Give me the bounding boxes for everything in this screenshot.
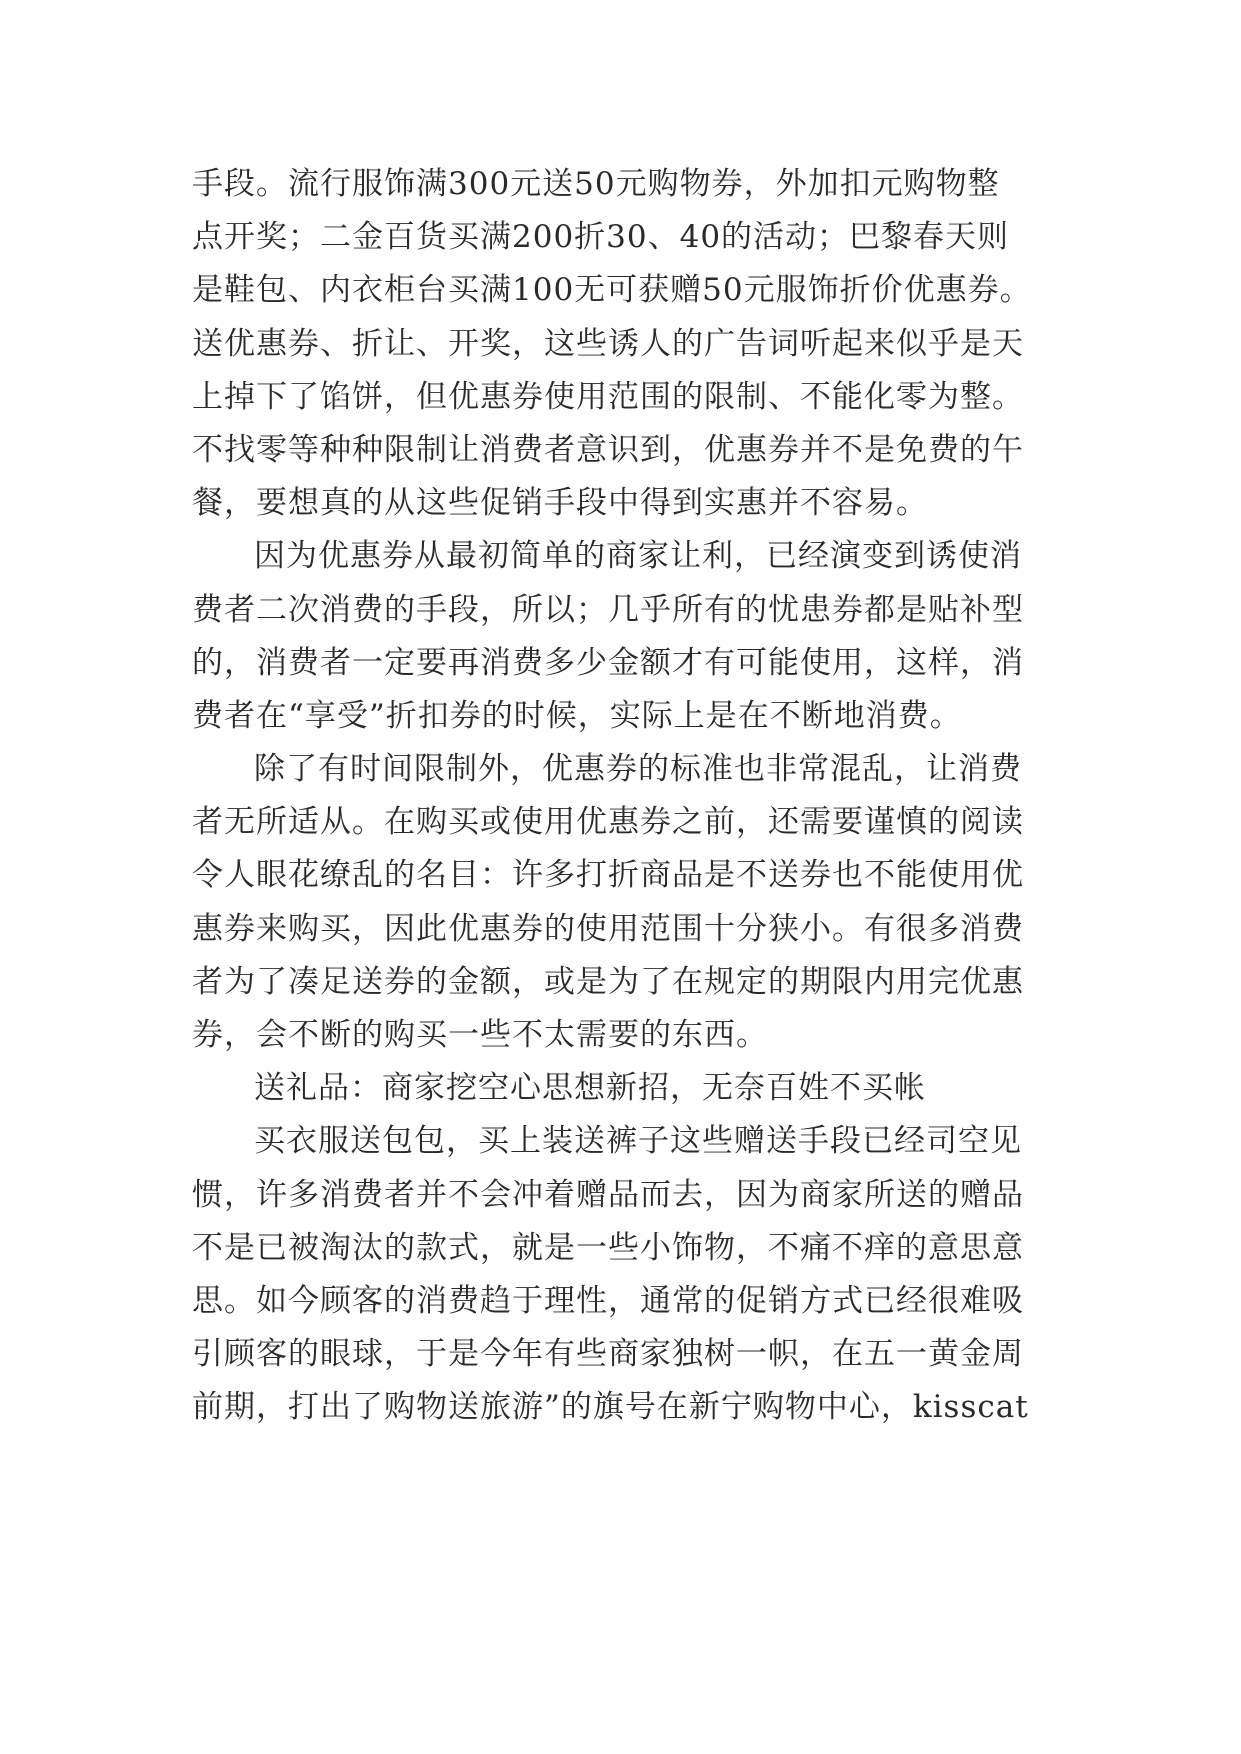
text-line: 券，会不断的购买一些不太需要的东西。 — [192, 1017, 768, 1053]
text-line: 前期，打出了购物送旅游”的旗号在新宁购物中心，kisscat — [192, 1389, 1029, 1426]
body-text — [192, 158, 1062, 1435]
text-line: 者为了凑足送券的金额，或是为了在规定的期限内用完优惠 — [192, 963, 1024, 1000]
text-line: 点开奖；二金百货买满200折30、40的活动；巴黎春天则 — [192, 219, 1010, 256]
text-line: 不找零等种种限制让消费者意识到，优惠券并不是免费的午 — [192, 431, 1024, 468]
text-line: 惯，许多消费者并不会冲着赠品而去，因为商家所送的赠品 — [192, 1176, 1024, 1213]
text-line: 送优惠券、折让、开奖，这些诱人的广告词听起来似乎是天 — [192, 325, 1024, 362]
text-line: 餐，要想真的从这些促销手段中得到实惠并不容易。 — [192, 485, 928, 522]
text-line: 思。如今顾客的消费趋于理性，通常的促销方式已经很难吸 — [192, 1282, 1024, 1319]
section-heading: 送礼品：商家挖空心思想新招，无奈百姓不买帐 — [254, 1070, 926, 1107]
text-line: 费者二次消费的手段，所以；几乎所有的忧患券都是贴补型 — [192, 591, 1024, 628]
text-line: 不是已被淘汰的款式，就是一些小饰物，不痛不痒的意思意 — [192, 1229, 1024, 1266]
text-line: 惠券来购买，因此优惠券的使用范围十分狭小。有很多消费 — [192, 910, 1024, 947]
text-line: 是鞋包、内衣柜台买满100无可获赠50元服饰折价优惠券。 — [192, 272, 1032, 309]
text-line: 的，消费者一定要再消费多少金额才有可能使用，这样，消 — [192, 644, 1024, 681]
text-line: 因为优惠券从最初简单的商家让利，已经演变到诱使消 — [254, 538, 1022, 575]
text-line: 买衣服送包包，买上装送裤子这些赠送手段已经司空见 — [254, 1123, 1022, 1160]
text-line: 除了有时间限制外，优惠券的标准也非常混乱，让消费 — [254, 751, 1022, 788]
text-line: 手段。流行服饰满300元送50元购物券，外加扣元购物整 — [192, 166, 1000, 202]
text-line: 引顾客的眼球，于是今年有些商家独树一帜，在五一黄金周 — [192, 1336, 1024, 1373]
text-line: 者无所适从。在购买或使用优惠券之前，还需要谨慎的阅读 — [192, 804, 1024, 841]
text-line: 费者在“享受”折扣券的时候，实际上是在不断地消费。 — [192, 697, 962, 734]
text-line: 令人眼花缭乱的名目：许多打折商品是不送券也不能使用优 — [192, 857, 1024, 894]
text-line: 上掉下了馅饼，但优惠券使用范围的限制、不能化零为整。 — [192, 378, 1024, 415]
